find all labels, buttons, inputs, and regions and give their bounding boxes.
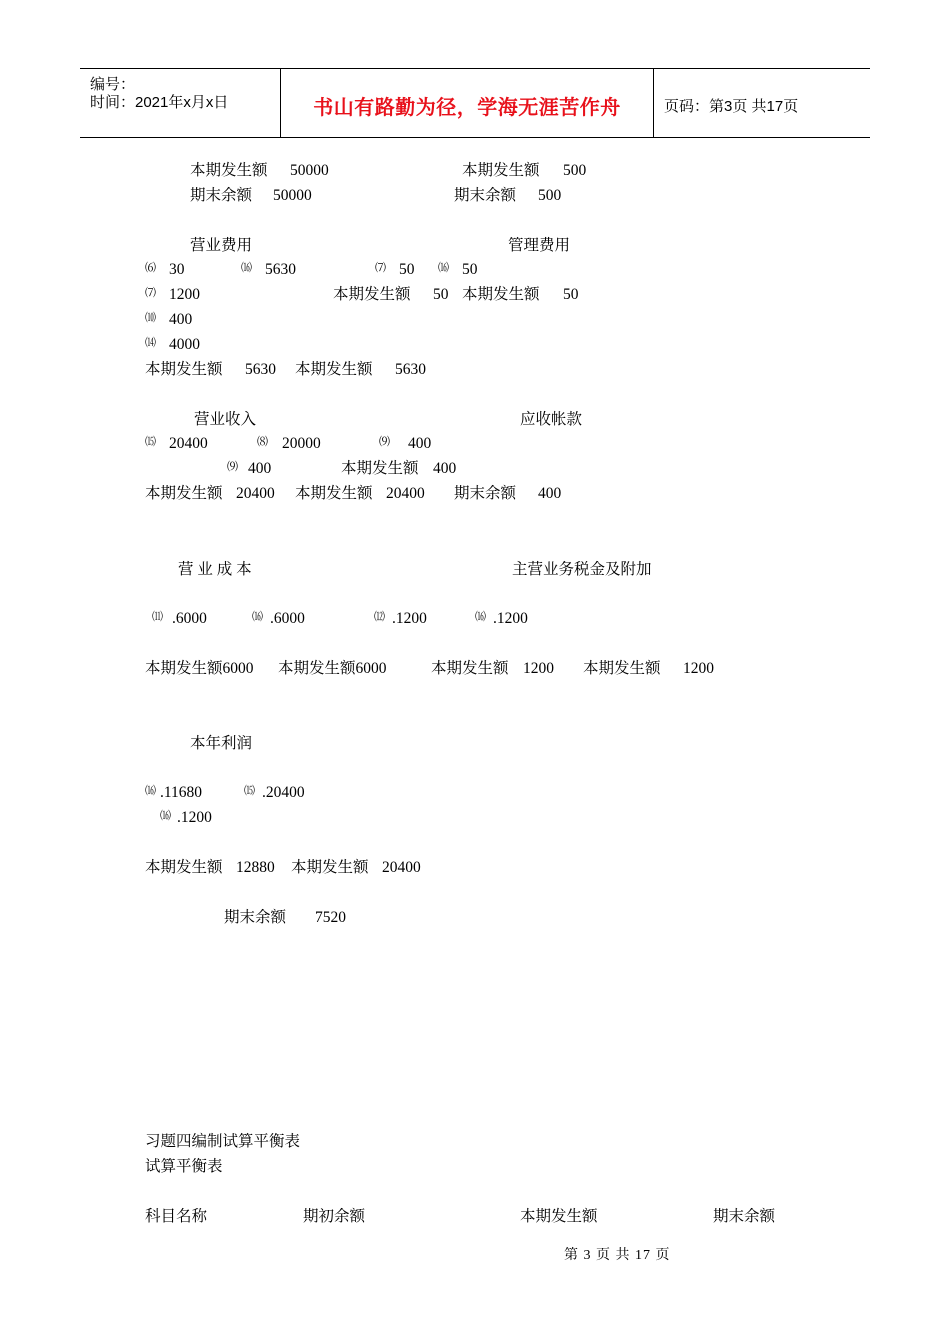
ledger-text: 400 <box>408 435 432 452</box>
entry-number: ⒂ <box>145 436 156 448</box>
ledger-text: .6000 <box>172 610 207 627</box>
ledger-text: 7520 <box>315 909 346 926</box>
ledger-text: 本期发生额 <box>462 162 540 179</box>
ledger-text: 50 <box>399 261 415 278</box>
ledger-text: 50 <box>563 286 579 303</box>
ledger-text: 本期发生额 <box>291 859 369 876</box>
ledger-text: 本期发生额6000 <box>145 660 254 677</box>
ledger-text: 20000 <box>282 435 321 452</box>
ledger-text: 营 业 成 本 <box>178 561 252 578</box>
ledger-text: 400 <box>169 311 193 328</box>
ledger-text: 50000 <box>273 187 312 204</box>
ledger-text: 20400 <box>169 435 208 452</box>
entry-number: ⒃ <box>160 810 171 822</box>
entry-number: ⒂ <box>244 785 255 797</box>
ledger-text: 本期发生额6000 <box>278 660 387 677</box>
ledger-text: 500 <box>563 162 587 179</box>
ledger-text: 本期发生额 <box>145 361 223 378</box>
ledger-text: 20400 <box>382 859 421 876</box>
ledger-text: .1200 <box>392 610 427 627</box>
ledger-text: 期末余额 <box>454 187 517 204</box>
ledger-text: .1200 <box>177 809 212 826</box>
entry-number: ⑽ <box>145 312 156 324</box>
entry-number: ⑹ <box>145 262 156 274</box>
ledger-text: 期末余额 <box>190 187 253 204</box>
ledger-text: 50 <box>462 261 478 278</box>
header-motto-cell <box>281 69 654 137</box>
ledger-text: 本期发生额 <box>462 286 540 303</box>
document-time-label: 时间：2021年x月x日 <box>90 94 229 111</box>
header-page-cell <box>654 69 870 137</box>
header-info-cell <box>80 69 281 137</box>
ledger-text: 本期发生额 <box>431 660 509 677</box>
ledger-text: .11680 <box>160 784 203 801</box>
ledger-text: 50000 <box>290 162 329 179</box>
entry-number: ⒃ <box>475 611 486 623</box>
ledger-text: 科目名称 <box>145 1208 208 1225</box>
entry-number: ⑾ <box>152 611 163 623</box>
ledger-text: 期末余额 <box>454 485 517 502</box>
document-number-label: 编号： <box>90 76 136 93</box>
ledger-text: 1200 <box>683 660 714 677</box>
ledger-text: 1200 <box>523 660 554 677</box>
entry-number: ⒁ <box>145 337 156 349</box>
ledger-text: 20400 <box>386 485 425 502</box>
ledger-text: 400 <box>248 460 272 477</box>
ledger-text: 本期发生额 <box>190 162 268 179</box>
ledger-text: 管理费用 <box>508 237 571 254</box>
entry-number: ⑻ <box>257 436 268 448</box>
ledger-text: 5630 <box>395 361 426 378</box>
ledger-text: 5630 <box>265 261 296 278</box>
page-header <box>80 68 870 138</box>
entry-number: ⑺ <box>145 287 156 299</box>
ledger-text: 本期发生额 <box>583 660 661 677</box>
ledger-text: 主营业务税金及附加 <box>512 561 652 578</box>
motto-text: 书山有路勤为径，学海无涯苦作舟 <box>313 95 621 119</box>
entry-number: ⒃ <box>241 262 252 274</box>
ledger-text: .6000 <box>270 610 305 627</box>
ledger-text: .1200 <box>493 610 528 627</box>
ledger-text: 期初余额 <box>303 1208 366 1225</box>
entry-number: ⑿ <box>374 611 385 623</box>
page-number-label: 页码：第3页 共17页 <box>664 98 799 115</box>
ledger-text: 营业费用 <box>190 237 253 254</box>
ledger-text: 12880 <box>236 859 275 876</box>
ledger-text: 本期发生额 <box>520 1208 598 1225</box>
ledger-text: 5630 <box>245 361 276 378</box>
ledger-text: 本期发生额 <box>295 485 373 502</box>
page-footer: 第 3 页 共 17 页 <box>564 1248 671 1263</box>
ledger-text: 期末余额 <box>713 1208 776 1225</box>
ledger-text: 400 <box>433 460 457 477</box>
ledger-text: 1200 <box>169 286 200 303</box>
ledger-text: 习题四编制试算平衡表 <box>145 1133 301 1150</box>
ledger-text: .20400 <box>262 784 305 801</box>
ledger-text: 本年利润 <box>190 735 253 752</box>
ledger-text: 期末余额 <box>224 909 287 926</box>
ledger-text: 本期发生额 <box>145 485 223 502</box>
ledger-text: 本期发生额 <box>295 361 373 378</box>
ledger-text: 应收帐款 <box>520 411 583 428</box>
entry-number: ⒃ <box>252 611 263 623</box>
ledger-text: 本期发生额 <box>145 859 223 876</box>
ledger-text: 20400 <box>236 485 275 502</box>
ledger-text: 营业收入 <box>194 411 257 428</box>
entry-number: ⑼ <box>379 436 390 448</box>
entry-number: ⒃ <box>145 785 156 797</box>
entry-number: ⒃ <box>438 262 449 274</box>
entry-number: ⑺ <box>375 262 386 274</box>
ledger-text: 本期发生额 <box>333 286 411 303</box>
ledger-text: 试算平衡表 <box>145 1158 223 1175</box>
ledger-text: 400 <box>538 485 562 502</box>
ledger-text: 50 <box>433 286 449 303</box>
entry-number: ⑼ <box>227 461 238 473</box>
ledger-text: 30 <box>169 261 185 278</box>
ledger-text: 500 <box>538 187 562 204</box>
ledger-text: 本期发生额 <box>341 460 419 477</box>
ledger-text: 4000 <box>169 336 200 353</box>
